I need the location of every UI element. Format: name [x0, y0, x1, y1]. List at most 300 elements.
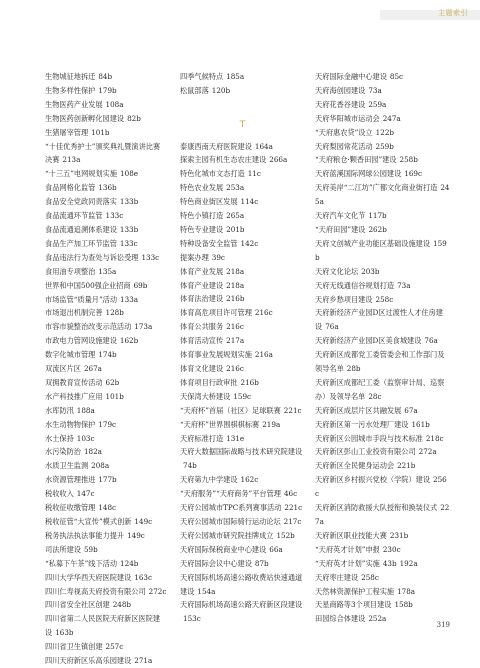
entry-term: 天府美岸“二江坊”广都文化商业街打造 [315, 183, 438, 193]
entry-term: “天府英才计划”申报 [315, 544, 380, 554]
entry-term: 天府乡愁项目建设 [315, 294, 373, 304]
index-entry [315, 209, 450, 223]
entry-term: 天府大数据国际战略与技术研究院建设 [180, 447, 303, 457]
index-entry [45, 237, 167, 251]
entry-term: 天府枣庄建设 [315, 572, 359, 582]
index-entry [45, 529, 167, 543]
entry-page-ref: 203b [361, 266, 380, 276]
entry-page-ref: 178a [397, 586, 416, 596]
entry-term: 探索主园有机生态农庄建设 [180, 155, 267, 165]
entry-term: 四川省安全社区创建 [45, 600, 110, 610]
entry-page-ref: 142c [240, 238, 259, 248]
entry-term: 市场退出机制完善 [45, 308, 103, 318]
entry-term: 天保湾大桥建设 [180, 391, 231, 401]
entry-term: 体育产业建设 [180, 280, 224, 290]
index-entry [45, 473, 167, 487]
index-entry [45, 126, 167, 140]
entry-page-ref: 179b [98, 85, 117, 95]
index-entry [45, 209, 167, 223]
index-entry [180, 251, 305, 265]
entry-page-ref: 159c [233, 391, 252, 401]
index-entry [180, 279, 305, 293]
index-entry [315, 98, 450, 112]
entry-page-ref: 182a [83, 447, 102, 457]
entry-page-ref: 73a [397, 280, 411, 290]
entry-page-ref: 272a [418, 447, 437, 457]
entry-page-ref: 76a [424, 336, 438, 346]
index-entry [45, 585, 167, 599]
entry-term: 天然林资源保护工程实施 [315, 586, 395, 596]
entry-term: 水资源管理推进 [45, 475, 96, 485]
entry-term: 生物多样性保护 [45, 85, 96, 95]
entry-term: 税收征管“大宣传”模式创新 [45, 517, 132, 526]
entry-page-ref: 216c [254, 308, 273, 318]
entry-page-ref: 73a [368, 85, 382, 95]
entry-page-ref: 216a [254, 350, 273, 360]
entry-page-ref: 108e [120, 169, 139, 179]
entry-page-ref: 163b [55, 628, 74, 638]
index-entry [45, 654, 167, 668]
entry-term: 天府新区全民健身运动会 [315, 461, 395, 471]
index-entry [315, 140, 450, 154]
entry-page-ref: 213a [62, 155, 81, 165]
entry-page-ref: 230c [382, 544, 401, 554]
entry-term: 食品违法行为查处与诉讼受理 [45, 252, 139, 262]
index-entry [45, 612, 167, 640]
entry-term: 天府新区成层片区共融发展 [315, 405, 402, 415]
entry-page-ref: 120b [211, 85, 231, 95]
entry-term: 食用油专项整治 [45, 266, 96, 276]
index-entry [180, 320, 305, 334]
entry-term: 税收收入 [45, 489, 74, 499]
entry-term: 天府国际金融中心建设 [315, 72, 387, 81]
index-entry [180, 70, 305, 84]
index-entry [180, 292, 305, 306]
entry-term: 天府蓝溪国际网球公园建设 [315, 169, 402, 179]
entry-page-ref: 114c [240, 197, 259, 207]
entry-page-ref: 152b [276, 530, 295, 540]
entry-page-ref: 218a [226, 266, 245, 276]
entry-page-ref: 133b [119, 197, 139, 207]
index-entry [45, 251, 167, 265]
entry-term: 体育文化建设 [180, 364, 224, 373]
entry-term: 天府新区职业技能大赛 [315, 530, 387, 540]
index-entry [45, 459, 167, 473]
index-entry [180, 84, 305, 98]
entry-term: 四季气候特点 [180, 72, 224, 81]
entry-term: 生物医药产业发展 [45, 99, 103, 109]
entry-page-ref: 173a [134, 322, 153, 332]
index-entry [45, 432, 167, 446]
index-column-2 [180, 70, 305, 626]
index-entry [315, 265, 450, 279]
entry-page-ref: 39c [211, 252, 225, 262]
index-entry [180, 598, 305, 626]
entry-page-ref: 217a [226, 336, 245, 346]
index-entry [180, 265, 305, 279]
entry-page-ref: 28b [346, 364, 361, 374]
index-entry [180, 334, 305, 348]
entry-term: 生物城征地拆迁 [45, 72, 96, 81]
index-entry [180, 390, 305, 404]
entry-term: 四川省第二人民医院天府新区医院建设 [45, 614, 161, 638]
entry-term: 天府公园城市TPC系列赛事活动 [180, 503, 282, 513]
entry-term: “天府杯”首届（社区）足球联赛 [180, 405, 281, 415]
index-entry [315, 126, 450, 140]
index-entry [180, 529, 305, 543]
index-entry [45, 445, 167, 459]
entry-page-ref: 133c [119, 238, 138, 248]
entry-page-ref: 133c [105, 211, 124, 221]
index-entry [45, 557, 167, 571]
entry-page-ref: 169c [404, 169, 423, 179]
index-entry [45, 404, 167, 418]
index-entry [45, 543, 167, 557]
entry-term: 水土保持 [45, 433, 74, 443]
entry-term: 特色农业发展 [180, 183, 224, 193]
index-entry [45, 195, 167, 209]
entry-page-ref: 245a [315, 183, 450, 207]
index-entry [315, 612, 450, 626]
entry-page-ref: 258c [361, 572, 379, 582]
entry-term: 天府公园城市国际骑行运动论坛 [180, 516, 281, 526]
entry-page-ref: 208a [91, 461, 110, 471]
entry-page-ref: 158b [394, 600, 413, 610]
entry-page-ref: 267a [83, 364, 102, 374]
index-entry [180, 404, 305, 418]
entry-page-ref: 265a [226, 211, 245, 221]
entry-page-ref: 46c [283, 489, 298, 499]
entry-page-ref: 179c [98, 419, 117, 429]
entry-term: “天府杯”世界围棋棋标赛 [180, 419, 260, 429]
entry-page-ref: 259b [375, 141, 394, 151]
index-entry [315, 459, 450, 473]
index-entry [45, 84, 167, 98]
index-entry [315, 84, 450, 98]
entry-term: 双流区片区 [45, 364, 81, 374]
index-column-3 [315, 70, 450, 626]
index-entry [315, 348, 450, 376]
index-entry [45, 140, 167, 168]
index-entry [180, 432, 305, 446]
entry-page-ref: 135a [98, 266, 117, 276]
index-entry [45, 223, 167, 237]
index-entry [180, 501, 305, 515]
entry-page-ref: 128b [105, 308, 124, 318]
entry-term: 体育公共服务 [180, 322, 224, 332]
index-column-1 [45, 70, 167, 668]
index-entry [315, 112, 450, 126]
index-entry [45, 167, 167, 181]
entry-page-ref: 271a [134, 656, 153, 666]
index-entry [315, 334, 450, 348]
entry-page-ref: 174b [98, 350, 117, 360]
entry-page-ref: 272c [148, 586, 167, 596]
index-entry [45, 279, 167, 293]
entry-page-ref: 253a [226, 183, 245, 193]
entry-term: 水产科技推广应用 [45, 391, 103, 401]
entry-page-ref: 122b [375, 127, 394, 137]
index-entry [180, 153, 305, 167]
entry-term: 水生动物物保护 [45, 419, 96, 429]
entry-term: 天府华阳城市运动会 [315, 113, 380, 123]
entry-page-ref: 231b [389, 530, 409, 540]
index-entry [45, 501, 167, 515]
entry-term: 税收征收缴管理 [45, 503, 96, 513]
entry-term: “私募下午茶”线下活动 [45, 558, 118, 568]
index-entry [45, 571, 167, 585]
entry-term: “天府田园”建设 [315, 224, 366, 234]
entry-page-ref: 159b [315, 238, 447, 262]
entry-page-ref: 101b [105, 391, 124, 401]
index-entry [45, 348, 167, 362]
entry-term: “天府粮仓·颗香田园”建设 [315, 155, 397, 165]
index-entry [180, 348, 305, 362]
index-entry [180, 515, 305, 529]
index-entry [45, 390, 167, 404]
blank-line [180, 98, 305, 112]
entry-term: 双拥教育宣传活动 [45, 377, 103, 387]
index-entry [180, 209, 305, 223]
entry-page-ref: 82b [127, 113, 141, 123]
index-entry [45, 306, 167, 320]
entry-page-ref: 188a [76, 405, 95, 415]
entry-page-ref: 248b [112, 600, 132, 610]
entry-term: 天府标准打造 [180, 433, 224, 443]
entry-page-ref: 201b [226, 224, 245, 234]
entry-term: 四川省卫生镇创建 [45, 642, 103, 652]
entry-page-ref: 163c [134, 572, 153, 582]
entry-term: 天府新区彭山工业投资有限公司 [315, 447, 416, 457]
entry-term: 食品流通环节监管 [45, 211, 103, 221]
index-entry [315, 557, 450, 571]
entry-page-ref: 76a [325, 322, 339, 332]
index-entry [315, 571, 450, 585]
entry-page-ref: 258c [375, 294, 394, 304]
index-entry [315, 445, 450, 459]
entry-term: 体育活动宣传 [180, 336, 224, 346]
index-entry [180, 571, 305, 599]
entry-page-ref: 266a [269, 155, 288, 165]
entry-page-ref: 43b [382, 558, 397, 568]
index-entry [45, 265, 167, 279]
entry-term: 四川天府新区乐高乐园建设 [45, 656, 132, 666]
entry-page-ref: 133b [119, 224, 139, 234]
entry-term: 天府文创城产业功能区基础设施建设 [315, 238, 431, 248]
entry-page-ref: 66a [269, 544, 283, 554]
index-entry [180, 362, 305, 376]
index-entry [45, 320, 167, 334]
entry-term: 天府新区公园城市手段与技术标准 [315, 433, 423, 443]
index-entry [45, 376, 167, 390]
entry-term: 生物医药创新孵化园建设 [45, 113, 125, 123]
entry-page-ref: 192a [399, 558, 418, 568]
index-entry [180, 557, 305, 571]
entry-page-ref: 217c [283, 516, 302, 526]
index-entry [315, 376, 450, 404]
entry-page-ref: 133a [120, 294, 139, 304]
index-entry [45, 334, 167, 348]
entry-term: 水库防汛 [45, 405, 74, 415]
entry-page-ref: 11c [247, 169, 261, 179]
index-entry [315, 404, 450, 418]
entry-term: 水质卫生监测 [45, 461, 89, 471]
index-entry [315, 223, 450, 237]
entry-page-ref: 28c [368, 391, 382, 401]
entry-term: 天府国际机场高速公路天府新区段建设 [180, 600, 303, 610]
entry-page-ref: 164a [254, 141, 273, 151]
index-entry [315, 473, 450, 501]
entry-page-ref: 87b [254, 558, 269, 568]
entry-term: 食品流通追溯体系建设 [45, 224, 117, 234]
index-entry [315, 153, 450, 167]
entry-page-ref: 153c [183, 614, 201, 624]
entry-term: 天府公园城市研究院挂牌成立 [180, 530, 274, 540]
entry-term: 体育项目行政审批 [180, 377, 238, 387]
entry-page-ref: 85c [389, 72, 404, 81]
entry-term: 特色商业街区发展 [180, 197, 238, 207]
entry-page-ref: 149c [127, 530, 145, 540]
index-entry [45, 487, 167, 501]
entry-term: 特色小镇打造 [180, 211, 224, 221]
entry-term: 司法所建设 [45, 544, 81, 554]
index-entry [315, 543, 450, 557]
entry-term: 天府无线通信谷规划打造 [315, 280, 395, 290]
entry-page-ref: 221b [397, 461, 416, 471]
index-entry [315, 501, 450, 529]
entry-page-ref: 262b [368, 224, 387, 234]
index-entry [315, 167, 450, 181]
entry-term: 体育产业发展 [180, 266, 224, 276]
entry-term: 天府汽车文化节 [315, 211, 366, 221]
index-entry [45, 418, 167, 432]
index-entry [180, 237, 305, 251]
entry-term: “天府惠农贷”设立 [315, 127, 373, 137]
entry-page-ref: 131e [226, 433, 245, 443]
entry-term: 体育事业发展规划实施 [180, 350, 252, 360]
entry-page-ref: 247a [382, 113, 401, 123]
entry-term: 四川大学华西天府医院建设 [45, 572, 132, 582]
index-entry [180, 543, 305, 557]
index-entry [180, 167, 305, 181]
entry-term: “天府英才计划”实施 [315, 558, 380, 568]
entry-page-ref: 59b [83, 544, 98, 554]
entry-page-ref: 124b [120, 558, 139, 568]
entry-page-ref: 256c [315, 475, 447, 499]
index-entry [45, 362, 167, 376]
entry-page-ref: 108a [105, 99, 124, 109]
entry-term: 天府新区第一污水处理厂建设 [315, 419, 409, 429]
entry-page-ref: 148c [98, 503, 117, 513]
entry-term: 食品生产加工环节监管 [45, 238, 117, 248]
entry-page-ref: 67a [404, 405, 418, 415]
entry-page-ref: 161b [411, 419, 430, 429]
entry-term: 天府海创园建设 [315, 85, 366, 95]
entry-page-ref: 216b [240, 377, 259, 387]
index-entry [315, 70, 450, 84]
entry-page-ref: 117b [368, 211, 387, 221]
page-number: 319 [436, 621, 450, 629]
entry-page-ref: 149c [134, 517, 153, 526]
entry-term: 天府新区成都党工委管委会和工作部门及领导名单 [315, 350, 445, 374]
entry-page-ref: 219a [262, 419, 281, 429]
entry-page-ref: 133c [141, 252, 160, 262]
entry-page-ref: 177b [98, 475, 117, 485]
entry-term: 体育高危项目许可管理 [180, 308, 252, 318]
entry-page-ref: 258b [399, 155, 418, 165]
entry-term: 体育法治建设 [180, 294, 224, 304]
entry-page-ref: 218c [425, 433, 444, 443]
entry-page-ref: 154a [197, 586, 216, 596]
entry-term: 生猪屠宰管理 [45, 127, 89, 137]
entry-page-ref: 259a [368, 99, 387, 109]
entry-term: 市政电力管网设施建设 [45, 336, 117, 346]
entry-term: 天星商路等3个项目建设 [315, 600, 392, 610]
index-entry [180, 181, 305, 195]
entry-term: 提案办理 [180, 252, 209, 262]
entry-page-ref: 62b [105, 377, 120, 387]
index-entry [45, 598, 167, 612]
entry-page-ref: 216c [226, 322, 244, 332]
index-entry [315, 293, 450, 307]
index-entry [315, 306, 450, 334]
entry-page-ref: 216c [226, 364, 244, 373]
entry-term: 食品网格化监管 [45, 183, 96, 193]
entry-term: “十三五”电网规划实施 [45, 169, 118, 179]
entry-term: 特色专业建设 [180, 224, 224, 234]
entry-term: 天府国际保税商业中心建设 [180, 544, 267, 554]
entry-term: 天府第九中学建设 [180, 475, 238, 485]
entry-page-ref: 227a [315, 503, 450, 526]
index-entry [315, 585, 450, 599]
index-entry [180, 487, 305, 501]
entry-term: 市容市貌整治改变示范活动 [45, 322, 132, 332]
entry-term: 泰康西南天府医院建设 [180, 141, 252, 151]
index-entry [315, 432, 450, 446]
entry-term: 税务执法执法事能力提升 [45, 530, 125, 540]
entry-term: 松鼠部落 [180, 85, 209, 95]
index-entry [180, 140, 305, 154]
entry-term: 天府梨园常花活动 [315, 141, 373, 151]
index-entry [180, 445, 305, 473]
entry-term: “十佳优秀护士”颁奖典礼暨演讲比赛决赛 [45, 141, 161, 165]
index-entry [45, 181, 167, 195]
entry-term: 市场监管“质量月”活动 [45, 294, 118, 304]
index-entry [315, 237, 450, 265]
entry-term: 天府文化论坛 [315, 266, 359, 276]
entry-term: 天府花香谷建设 [315, 99, 366, 109]
index-entry [180, 223, 305, 237]
index-entry [180, 418, 305, 432]
index-entry [45, 293, 167, 307]
index-entry [45, 98, 167, 112]
entry-page-ref: 101b [91, 127, 110, 137]
entry-page-ref: 162b [119, 336, 139, 346]
entry-page-ref: 257c [105, 642, 124, 652]
entry-term: 特种设备安全监管 [180, 238, 238, 248]
section-header-label: 主题索引 [438, 9, 468, 17]
entry-page-ref: 162c [240, 475, 259, 485]
entry-term: 天府新区成都纪工委（监察审计局、巡察办）及领导名单 [315, 377, 445, 401]
entry-term: 天府国际会议中心建设 [180, 558, 252, 568]
entry-term: “天府服务”“天府商务”平台管理 [180, 489, 281, 499]
entry-term: 食品安全党政同责落实 [45, 197, 117, 207]
index-entry [45, 70, 167, 84]
entry-page-ref: 103c [76, 433, 95, 443]
entry-page-ref: 185a [226, 72, 245, 81]
entry-term: 数字化城市管理 [45, 350, 96, 360]
entry-term: 天府新区乡村振兴党校（学院）建设 [315, 475, 431, 485]
